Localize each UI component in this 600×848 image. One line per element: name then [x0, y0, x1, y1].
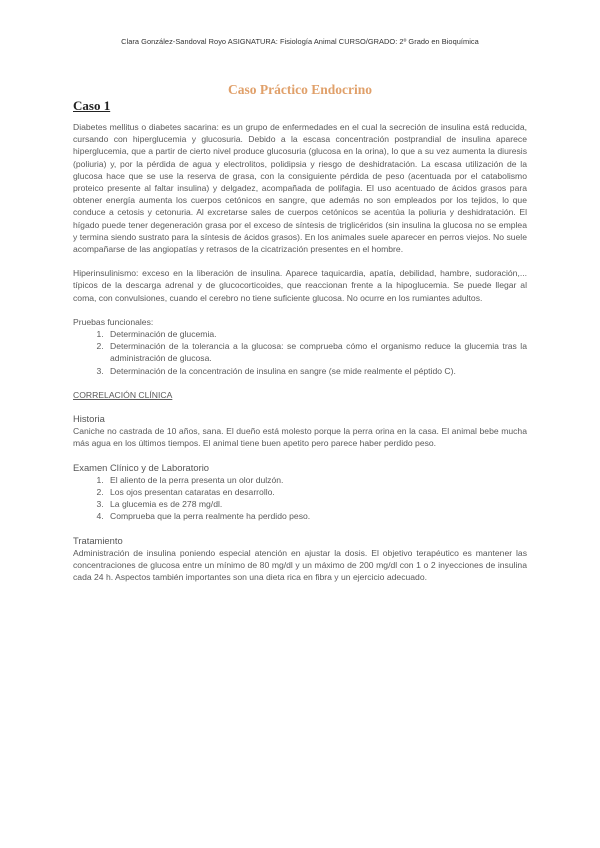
hiperinsulinismo-paragraph: Hiperinsulinismo: exceso en la liberación de insulina. Aparece taquicardia, apatía, debilidad, hambre, sudoración,... típicos de la descarga adrenal y de glucocorticoides, que reaccionan frente a la hipoglucemia. Se puede llegar al coma, con convulsiones, cuando el cerebro no tiene suficiente glucosa. No ocurre en los rumiantes adultos. [73, 268, 527, 303]
list-item: 1. El aliento de la perra presenta un olor dulzón. [106, 474, 527, 486]
examen-list [73, 474, 527, 523]
pruebas-label: Pruebas funcionales: [73, 316, 154, 327]
historia-heading: Historia [73, 413, 105, 425]
tratamiento-heading: Tratamiento [73, 534, 123, 546]
document-title: Caso Práctico Endocrino [228, 82, 372, 97]
list-item: 3. Determinación de la concentración de insulina en sangre (se mide realmente el péptido C). [106, 365, 527, 377]
diabetes-paragraph: Diabetes mellitus o diabetes sacarina: es un grupo de enfermedades en el cual la secreción de insulina está reducida, cursando con hiperglucemia y glucosuria. Debido a la escasa concentración postprandial de insulina aparece hiperglucemia, que a partir de cierto nivel produce glucosuria (glucosa en la orina), lo que a su vez aumenta la diuresis (poliuria) y, por la pérdida de agua y electrolitos, polidipsia y riesgo de deshidratación. La escasa utilización de la glucosa hace que se use la reserva de grasa, con la consiguiente pérdida de peso (acentuada por el catabolismo proteico presente al faltar insulina) y delgadez, acompañada de polifagia. El uso acentuado de ácidos grasos para obtener energía aumenta los cuerpos cetónicos en sangre, que además no son empleados por los tejidos, lo que conduce a cetosis y cetonuria. Al excretarse sales de cuerpos cetónicos se acentúa la poliuria y deshidratación. El hígado puede tener degeneración grasa por el exceso de síntesis de triglicéridos (sin insulina la glucosa no se emplea y termina siendo sustrato para la síntesis de ácidos grasos). En los animales suele aparecer en perros viejos. No suele acompañarse de las angiopatías y retrasos de la cicatrización presentes en el hombre. [73, 122, 527, 255]
case-heading: Caso 1 [73, 98, 111, 113]
list-item: 2. Determinación de la tolerancia a la glucosa: se comprueba cómo el organismo reduce la glucemia tras la administración de glucosa. [106, 340, 527, 364]
tratamiento-text: Administración de insulina poniendo especial atención en ajustar la dosis. El objetivo terapéutico es mantener las concentraciones de glucosa entre un mínimo de 80 mg/dl y un máximo de 200 mg/dl con 1 o 2 inyecciones de insulina cada 24 h. Aspectos también importantes son una dieta rica en fibra y un ejercicio adecuado. [73, 547, 527, 583]
historia-text: Caniche no castrada de 10 años, sana. El dueño está molesto porque la perra orina en la casa. El animal bebe mucha más agua en los últimos tiempos. El animal tiene buen apetito pero parece haber perdido peso. [73, 426, 527, 449]
document-body [73, 121, 527, 584]
list-item: 2. Los ojos presentan cataratas en desarrollo. [106, 486, 527, 498]
pruebas-list [73, 328, 527, 377]
list-item: 4. Comprueba que la perra realmente ha perdido peso. [106, 510, 527, 522]
examen-heading: Examen Clínico y de Laboratorio [73, 461, 210, 473]
correlacion-heading: CORRELACIÓN CLÍNICA [73, 389, 173, 400]
list-item: 1. Determinación de glucemia. [106, 328, 527, 340]
page-header: Clara González-Sandoval Royo ASIGNATURA: Fisiología Animal CURSO/GRADO: 2º Grado en Bioquímica [121, 37, 479, 46]
list-item: 3. La glucemia es de 278 mg/dl. [106, 498, 527, 510]
